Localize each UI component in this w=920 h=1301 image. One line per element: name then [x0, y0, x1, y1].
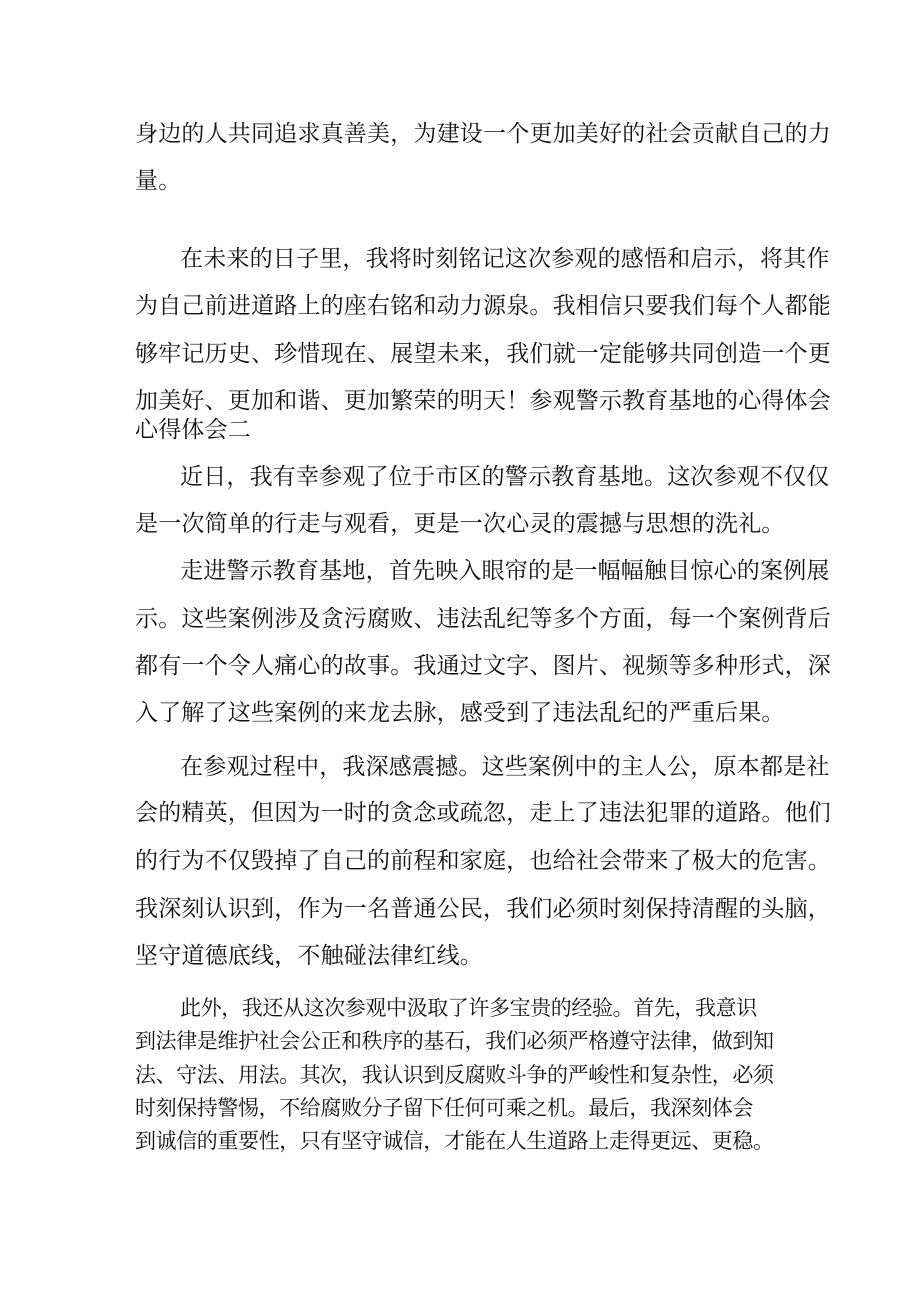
paragraph-6-line-1: 此外，我还从这次参观中汲取了许多宝贵的经验。首先，我意识: [180, 996, 757, 1020]
paragraph-6-line-2: 到法律是维护社会公正和秩序的基石，我们必须严格遵守法律，做到知: [135, 1029, 774, 1053]
paragraph-5-line-5: 坚守道德底线，不触碰法律红线。: [135, 943, 483, 969]
paragraph-4-line-4: 入了解了这些案例的来龙去脉，感受到了违法乱纪的严重后果。: [135, 700, 785, 726]
paragraph-5-line-1: 在参观过程中，我深感震撼。这些案例中的主人公，原本都是社: [180, 754, 830, 780]
paragraph-2-line-3: 够牢记历史、珍惜现在、展望未来，我们就一定能够共同创造一个更: [135, 341, 831, 367]
paragraph-5-line-2: 会的精英，但因为一时的贪念或疏忽，走上了违法犯罪的道路。他们: [135, 800, 831, 826]
paragraph-1-line-2: 量。: [135, 168, 182, 194]
paragraph-5-line-3: 的行为不仅毁掉了自己的前程和家庭，也给社会带来了极大的危害。: [135, 848, 831, 874]
paragraph-1-line-1: 身边的人共同追求真善美，为建设一个更加美好的社会贡献自己的力: [135, 121, 831, 147]
paragraph-4-line-2: 示。这些案例涉及贪污腐败、违法乱纪等多个方面，每一个案例背后: [135, 606, 831, 632]
section-heading: 心得体会二: [135, 417, 251, 443]
paragraph-2-line-2: 为自己前进道路上的座右铭和动力源泉。我相信只要我们每个人都能: [135, 293, 831, 319]
paragraph-6-line-5: 到诚信的重要性，只有坚守诚信，才能在人生道路上走得更远、更稳。: [135, 1129, 774, 1153]
paragraph-2-line-4: 加美好、更加和谐、更加繁荣的明天！参观警示教育基地的心得体会: [135, 388, 831, 414]
paragraph-4-line-1: 走进警示教育基地，首先映入眼帘的是一幅幅触目惊心的案例展: [180, 558, 830, 584]
paragraph-3-line-2: 是一次简单的行走与观看，更是一次心灵的震撼与思想的洗礼。: [135, 511, 785, 537]
paragraph-6-line-3: 法、守法、用法。其次，我认识到反腐败斗争的严峻性和复杂性，必须: [135, 1063, 774, 1087]
paragraph-3-line-1: 近日，我有幸参观了位于市区的警示教育基地。这次参观不仅仅: [180, 464, 830, 490]
paragraph-4-line-3: 都有一个令人痛心的故事。我通过文字、图片、视频等多种形式，深: [135, 653, 831, 679]
paragraph-6-line-4: 时刻保持警惕，不给腐败分子留下任何可乘之机。最后，我深刻体会: [135, 1096, 753, 1120]
paragraph-2-line-1: 在未来的日子里，我将时刻铭记这次参观的感悟和启示，将其作: [180, 246, 830, 272]
paragraph-5-line-4: 我深刻认识到，作为一名普通公民，我们必须时刻保持清醒的头脑，: [135, 896, 831, 922]
